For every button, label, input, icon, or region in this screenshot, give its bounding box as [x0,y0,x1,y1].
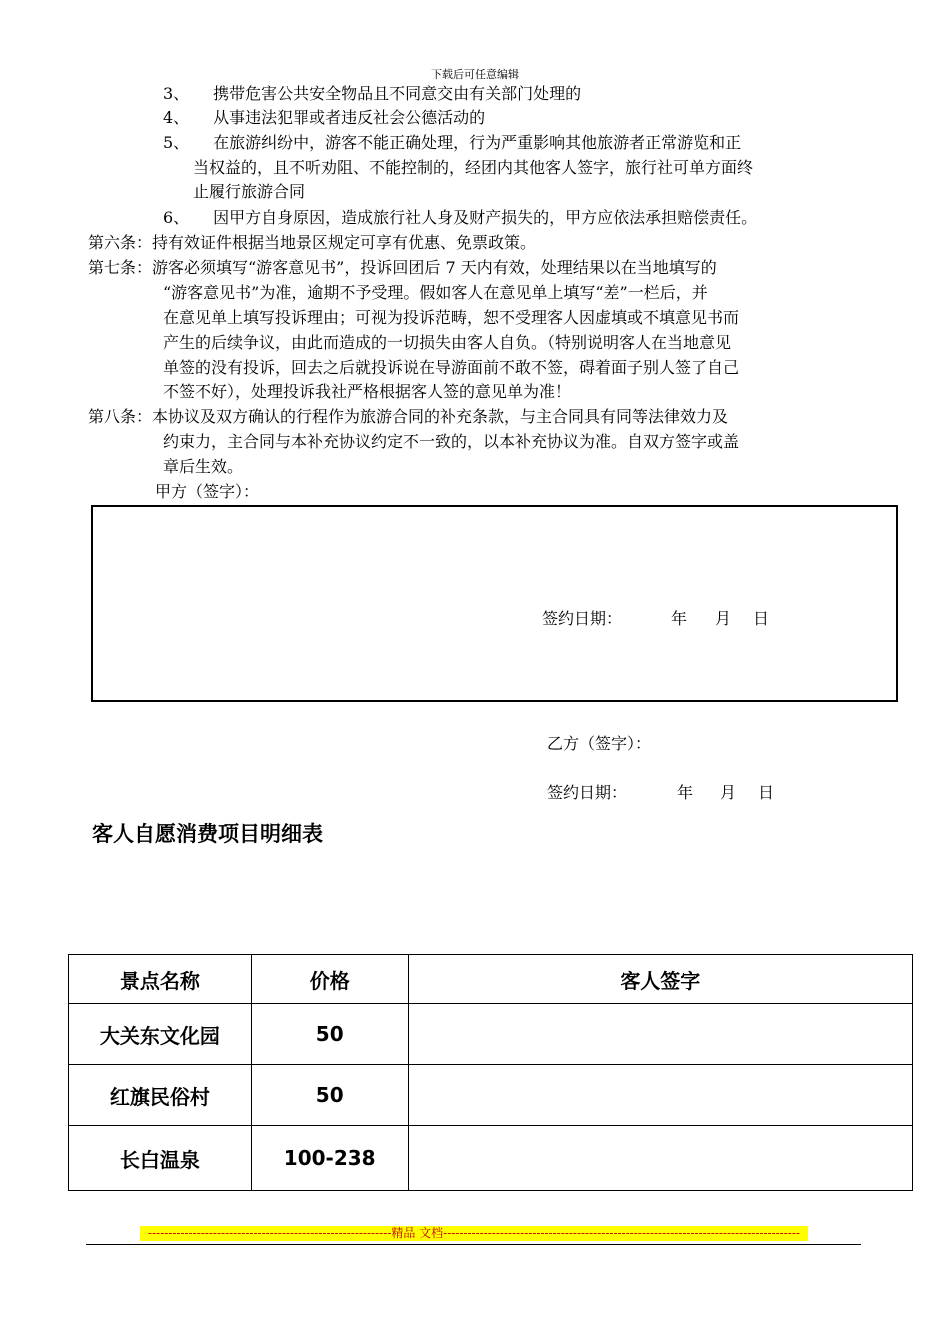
clause-item-3: 3、 携带危害公共安全物品且不同意交由有关部门处理的 [163,84,582,103]
header-attraction-name: 景点名称 [69,955,252,1004]
clause-item-4: 4、 从事违法犯罪或者违反社会公德活动的 [163,108,486,127]
attraction-price: 50 [251,1004,408,1065]
party-a-date-day: 日 [753,609,770,628]
clause-item-5-line-3: 止履行旅游合同 [193,182,306,201]
clause-item-5-line-1: 5、 在旅游纠纷中，游客不能正确处理，行为严重影响其他旅游者正常游览和正 [163,133,742,152]
party-a-signature-box[interactable] [91,505,898,702]
article-7-line-1: 第七条：游客必须填写“游客意见书”，投诉回团后 7 天内有效，处理结果以在当地填写的 [88,258,717,277]
footer-watermark-bar [140,1226,808,1241]
attraction-name: 长白温泉 [69,1126,252,1191]
attraction-name: 大关东文化园 [69,1004,252,1065]
table-title: 客人自愿消费项目明细表 [92,822,323,846]
header-note: 下载后可任意编辑 [431,68,519,81]
article-7-line-6: 不签不好），处理投诉我社严格根据客人签的意见单为准！ [163,382,572,401]
footer-divider [86,1244,861,1245]
clause-item-5-line-2: 当权益的，且不听劝阻、不能控制的，经团内其他客人签字，旅行社可单方面终 [193,158,754,177]
attraction-name: 红旗民俗村 [69,1065,252,1126]
attraction-price: 50 [251,1065,408,1126]
guest-signature-cell[interactable] [408,1004,912,1065]
article-7-line-4: 产生的后续争议，由此而造成的一切损失由客人自负。（特别说明客人在当地意见 [163,333,732,352]
article-7-line-2: “游客意见书”为准，逾期不予受理。假如客人在意见单上填写“差”一栏后，并 [163,283,708,302]
consumption-items-table [68,954,913,1191]
party-a-date-month: 月 [715,609,732,628]
party-b-date-day: 日 [758,783,775,802]
article-6: 第六条：持有效证件根据当地景区规定可享有优惠、免票政策。 [88,233,537,252]
footer-dashes-left: ------------------------------------------------------------ [148,1226,392,1240]
article-8-line-2: 约束力，主合同与本补充协议约定不一致的，以本补充协议为准。自双方签字或盖 [163,432,740,451]
table-row [69,1065,913,1126]
article-8-line-1: 第八条：本协议及双方确认的行程作为旅游合同的补充条款，与主合同具有同等法律效力及 [88,407,729,426]
table-row [69,1126,913,1191]
article-7-line-3: 在意见单上填写投诉理由；可视为投诉范畴，恕不受理客人因虚填或不填意见书而 [163,308,740,327]
party-b-date-label: 签约日期： [547,783,628,802]
party-b-label: 乙方（签字）： [547,734,652,753]
attraction-price: 100-238 [251,1126,408,1191]
table-header-row [69,955,913,1004]
party-b-date-month: 月 [720,783,737,802]
header-guest-signature: 客人签字 [408,955,912,1004]
party-a-label: 甲方（签字）： [155,482,260,501]
party-a-date-label: 签约日期： [542,609,623,628]
party-b-date-year: 年 [677,783,694,802]
guest-signature-cell[interactable] [408,1126,912,1191]
table-row [69,1004,913,1065]
article-7-line-5: 单签的没有投诉，回去之后就投诉说在导游面前不敢不签，碍着面子别人签了自己 [163,358,740,377]
footer-dashes-right: ---------------------------------------------------------------------------------------- [443,1226,800,1240]
clause-item-6: 6、 因甲方自身原因，造成旅行社人身及财产损失的，甲方应依法承担赔偿责任。 [163,208,758,227]
party-a-date-year: 年 [671,609,688,628]
header-price: 价格 [251,955,408,1004]
guest-signature-cell[interactable] [408,1065,912,1126]
article-8-line-3: 章后生效。 [163,457,244,476]
footer-text: 精品 文档 [391,1226,444,1240]
